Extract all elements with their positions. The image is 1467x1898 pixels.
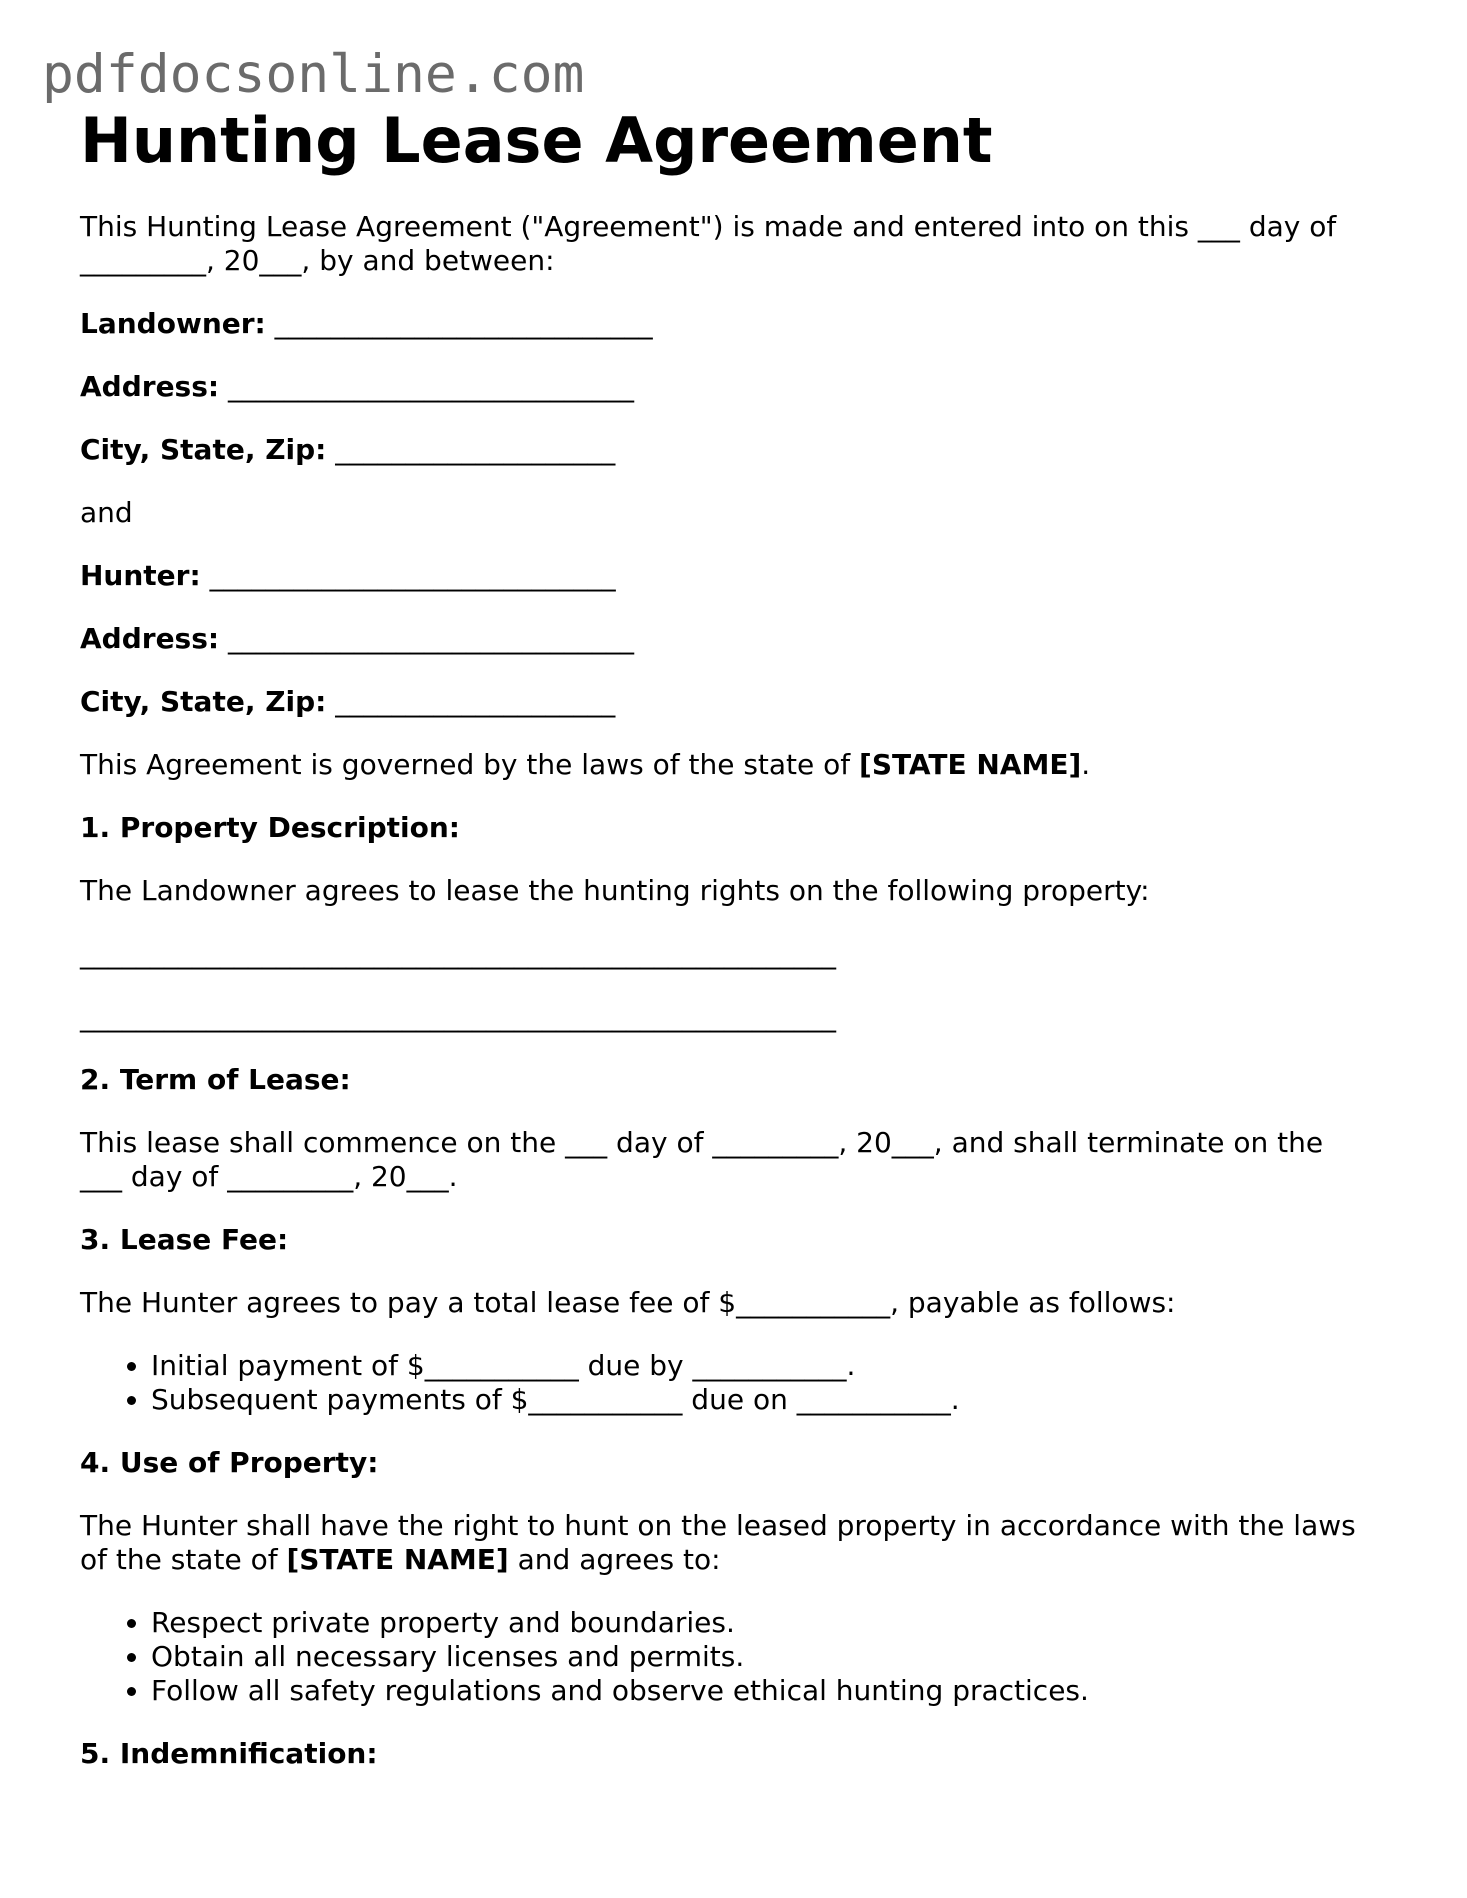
section-3-body: The Hunter agrees to pay a total lease fee of $___________, payable as follows:: [80, 1286, 1176, 1319]
governing-law-end: .: [1081, 748, 1091, 781]
property-description-blank-1[interactable]: ______________________________________________________: [80, 937, 836, 970]
landowner-address-field: [80, 370, 1400, 404]
landowner-city-label: City, State, Zip:: [80, 433, 327, 466]
hunter-address-blank[interactable]: _____________________________: [228, 622, 634, 655]
landowner-address-label: Address:: [80, 370, 220, 403]
section-4-body: [80, 1509, 1400, 1577]
landowner-city-field: [80, 433, 1400, 467]
landowner-name-label: Landowner:: [80, 307, 266, 340]
hunter-address-field: [80, 622, 1400, 656]
list-item: • Obtain all necessary licenses and permits.: [151, 1640, 1400, 1674]
section-1-heading: 1. Property Description:: [80, 811, 460, 844]
section-4-line-1: The Hunter shall have the right to hunt on the leased property in accordance with the laws: [80, 1509, 1356, 1542]
governing-law-paragraph: [80, 748, 1400, 782]
landowner-address-blank[interactable]: _____________________________: [228, 370, 634, 403]
section-4-line-2-start: of the state of: [80, 1543, 287, 1576]
section-4-line-2-end: and agrees to:: [508, 1543, 721, 1576]
landowner-name-field: [80, 307, 1400, 341]
landowner-city-blank[interactable]: ____________________: [335, 433, 616, 466]
section-5-heading: 5. Indemnification:: [80, 1737, 378, 1770]
hunter-name-blank[interactable]: _____________________________: [209, 559, 616, 592]
list-item: • Respect private property and boundaries.: [151, 1606, 1400, 1640]
section-2-line-2: ___ day of _________, 20___.: [80, 1160, 458, 1193]
intro-paragraph: [80, 210, 1400, 278]
governing-state-name: [STATE NAME]: [859, 748, 1082, 781]
section-2-line-1: This lease shall commence on the ___ day of _________, 20___, and shall terminate on the: [80, 1126, 1324, 1159]
section-4-obligations-list: [80, 1606, 1400, 1708]
document-title: Hunting Lease Agreement: [80, 104, 993, 177]
document-body: [80, 210, 1400, 1800]
section-3-heading: 3. Lease Fee:: [80, 1223, 289, 1256]
section-2-body: [80, 1126, 1400, 1194]
section-1-body: The Landowner agrees to lease the hunting rights on the following property:: [80, 874, 1150, 907]
hunter-city-field: [80, 685, 1400, 719]
landowner-name-blank[interactable]: ___________________________: [274, 307, 653, 340]
section-2-heading: 2. Term of Lease:: [80, 1063, 351, 1096]
section-3-payment-list: [80, 1349, 1400, 1417]
hunter-name-label: Hunter:: [80, 559, 201, 592]
hunter-address-label: Address:: [80, 622, 220, 655]
and-text: and: [80, 496, 133, 529]
hunter-city-label: City, State, Zip:: [80, 685, 327, 718]
hunter-city-blank[interactable]: ____________________: [335, 685, 616, 718]
property-description-blank-2[interactable]: ______________________________________________________: [80, 1000, 836, 1033]
hunter-name-field: [80, 559, 1400, 593]
intro-line-1: This Hunting Lease Agreement ("Agreement") is made and entered into on this ___ day of: [80, 210, 1337, 243]
watermark-text: pdfdocsonline.com: [42, 44, 585, 105]
section-4-heading: 4. Use of Property:: [80, 1446, 379, 1479]
list-item: • Subsequent payments of $___________ due on ___________.: [151, 1383, 1400, 1417]
section-4-state-name: [STATE NAME]: [286, 1543, 509, 1576]
list-item: • Initial payment of $___________ due by ___________.: [151, 1349, 1400, 1383]
governing-law-text: This Agreement is governed by the laws of the state of: [80, 748, 860, 781]
list-item: • Follow all safety regulations and observe ethical hunting practices.: [151, 1674, 1400, 1708]
intro-line-2: _________, 20___, by and between:: [80, 244, 555, 277]
